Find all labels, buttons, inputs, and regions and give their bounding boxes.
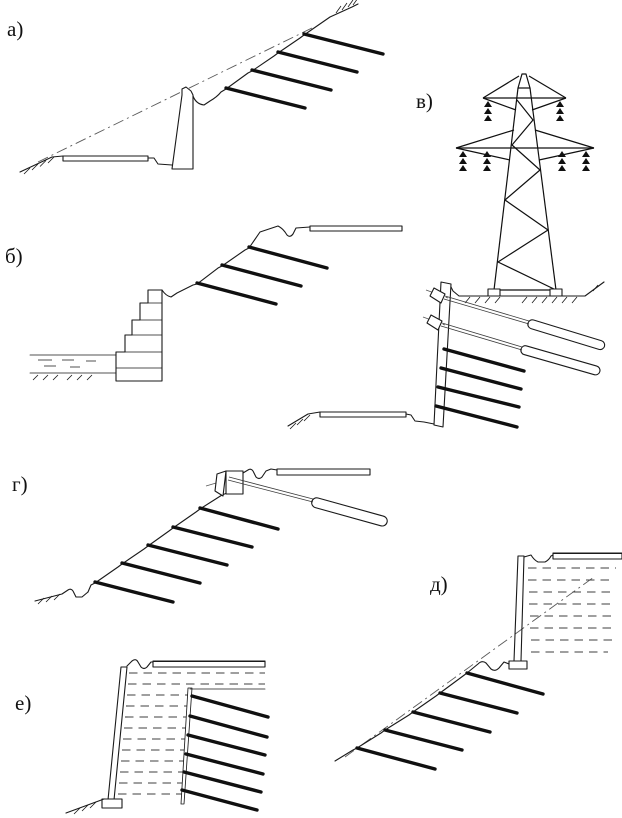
ground-hatch	[290, 415, 310, 429]
pile-wall	[509, 556, 527, 669]
ground-anchor	[444, 296, 606, 351]
panel-b	[5, 226, 402, 381]
soil-nail	[200, 508, 278, 529]
panel-g-label: г)	[12, 472, 28, 496]
soil-nail	[173, 527, 252, 547]
soil-nail	[226, 88, 305, 108]
water	[30, 355, 116, 380]
berm-ditch	[243, 469, 277, 479]
road-surface	[153, 661, 265, 667]
soil-nail	[467, 673, 543, 694]
soil-nail	[444, 349, 524, 371]
road-surface	[277, 469, 370, 475]
soil-nails	[197, 247, 327, 304]
insulator-strings	[459, 101, 590, 171]
ground-line	[288, 412, 320, 426]
ground-line	[66, 799, 104, 813]
soil-nail	[197, 283, 276, 304]
panel-b-label: б)	[5, 244, 23, 268]
gabion-wall	[116, 290, 162, 381]
ground-line	[148, 158, 172, 165]
original-surface-dashdot	[345, 577, 594, 757]
anchor-block-body	[226, 471, 243, 494]
panel-g	[12, 469, 388, 604]
ground-line	[406, 414, 434, 424]
panel-d-label: д)	[430, 572, 448, 596]
anchor-grout-bulb	[311, 497, 389, 527]
bench-ground	[450, 282, 604, 296]
wall-footing	[509, 661, 527, 669]
ground-anchor	[228, 477, 388, 527]
tower-footing	[488, 289, 500, 296]
soil-nail	[413, 712, 490, 732]
soil-nail	[252, 70, 331, 90]
soil-nail	[436, 406, 517, 427]
soil-nail	[385, 730, 462, 750]
soil-nail	[357, 748, 435, 769]
lower-crossarm	[456, 130, 594, 160]
soil-nails	[226, 34, 383, 108]
crest-ground	[524, 555, 553, 562]
retaining-wall	[172, 87, 193, 169]
road-surface	[310, 226, 402, 231]
slope-face	[162, 226, 310, 297]
panel-v	[288, 74, 606, 429]
anchor-grout-bulb	[520, 345, 601, 376]
soil-nail	[222, 265, 301, 286]
wall-footing	[102, 799, 122, 808]
soil-nails	[182, 696, 268, 810]
slope-face	[88, 493, 227, 592]
soil-nail	[190, 716, 267, 737]
soil-nail	[438, 387, 519, 407]
road-surface	[320, 412, 406, 417]
soil-nails	[357, 673, 543, 769]
panel-a	[7, 0, 383, 174]
anchor-bearing-wedge	[215, 471, 226, 496]
slope-face	[193, 4, 358, 105]
tower-footing	[550, 289, 562, 296]
soil-nail	[95, 582, 173, 602]
insulator-string	[484, 101, 492, 121]
insulator-string	[556, 101, 564, 121]
soil-nail	[440, 693, 517, 713]
insulator-string	[582, 151, 590, 171]
soil-nail	[182, 790, 257, 810]
soil-nail	[441, 368, 521, 389]
panel-e	[15, 660, 268, 814]
anchor-rod	[441, 323, 522, 350]
ground-hatch	[465, 285, 598, 303]
fill-dashes	[528, 568, 616, 652]
soil-nail	[148, 545, 227, 565]
soil-nail	[192, 696, 268, 717]
anchor-rod	[444, 296, 529, 324]
original-surface-dashdot	[38, 28, 312, 162]
soil-nail	[249, 247, 327, 268]
soil-nail	[304, 34, 383, 54]
ground-line	[20, 156, 63, 172]
anchor-block	[206, 471, 243, 496]
soil-nail	[184, 772, 261, 792]
soil-nail	[188, 735, 265, 755]
upper-crossarm	[483, 76, 566, 110]
ground-anchor	[441, 323, 601, 376]
insulator-string	[459, 151, 467, 171]
soil-nail	[186, 754, 263, 774]
ground-hatch	[74, 802, 96, 814]
road-surface	[63, 156, 148, 161]
road-surface	[553, 553, 622, 559]
anchor-grout-bulb	[527, 319, 606, 351]
tower-cap	[518, 74, 530, 88]
soil-nail	[122, 563, 200, 583]
panel-e-label: е)	[15, 691, 32, 715]
panel-v-label: в)	[416, 89, 433, 113]
transmission-tower	[456, 74, 594, 296]
pile-wall	[102, 667, 127, 808]
crest-ground	[127, 660, 153, 669]
panel-d	[335, 553, 622, 769]
soil-nail	[278, 52, 357, 72]
soil-nails	[436, 349, 524, 427]
panel-a-label: а)	[7, 17, 24, 41]
tower-bracing	[498, 100, 556, 290]
soil-nails	[95, 508, 278, 602]
